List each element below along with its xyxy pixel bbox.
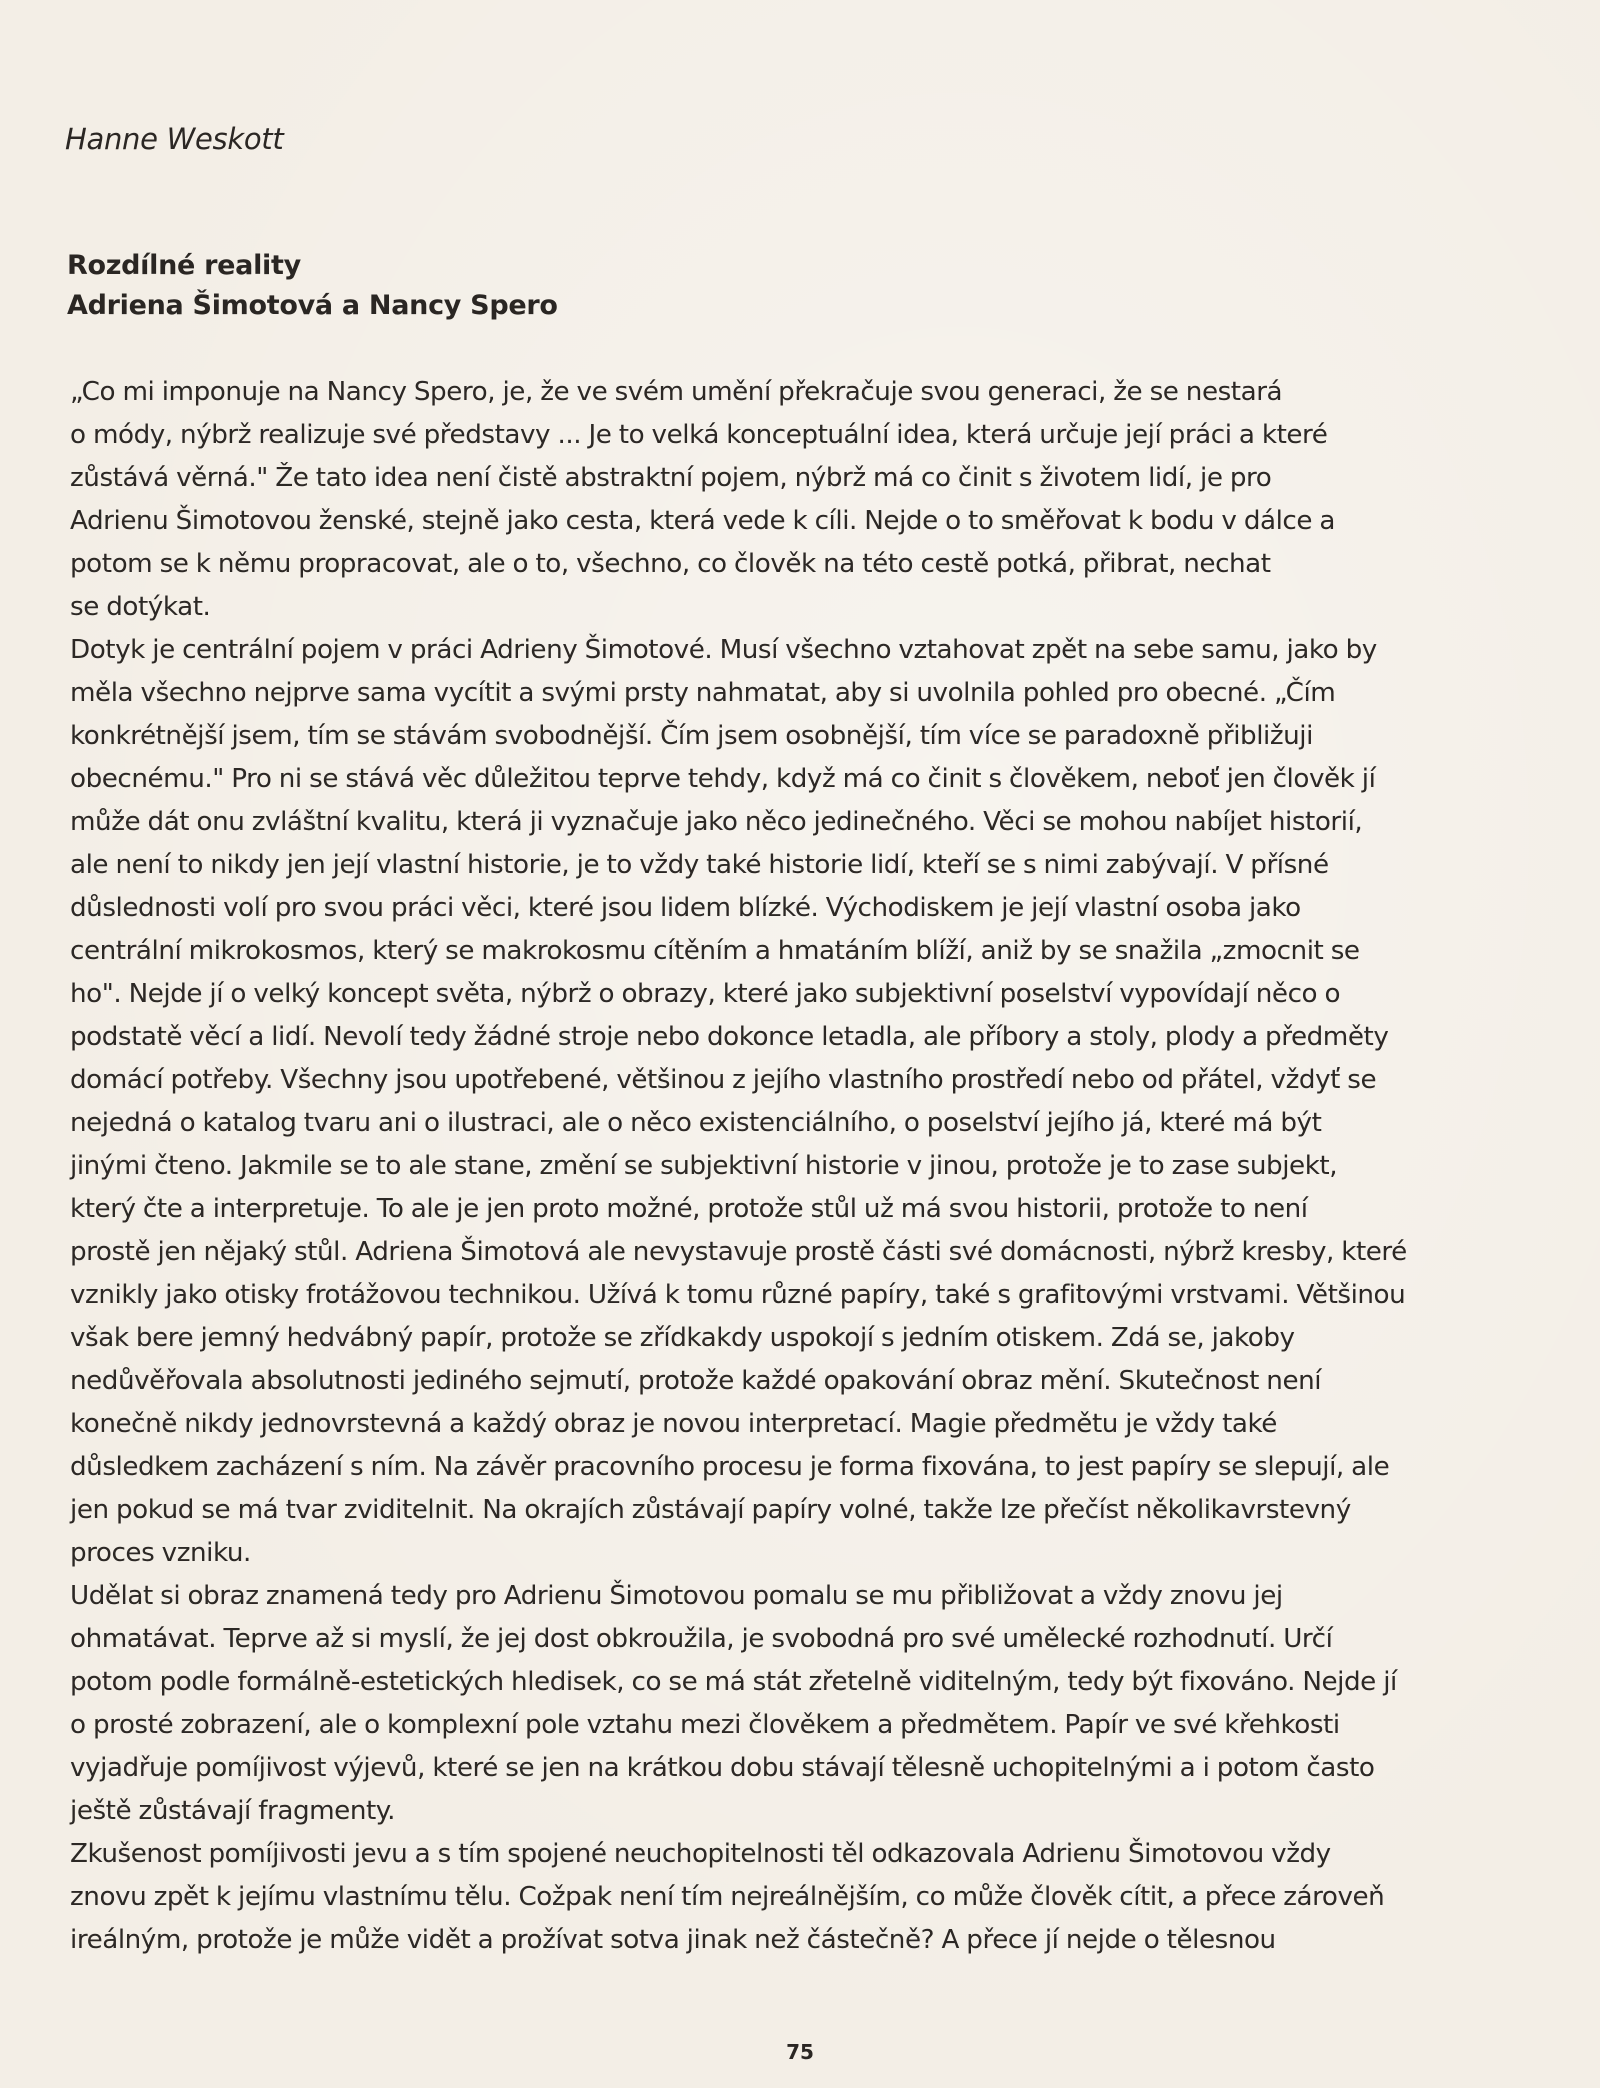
body-line: ohmatávat. Teprve až si myslí, že jej dost obkroužila, je svobodná pro své umělecké rozhodnutí. Určí — [70, 1624, 1333, 1654]
body-line: důsledkem zacházení s ním. Na závěr pracovního procesu je forma fixována, to jest papíry se slepují, ale — [70, 1452, 1390, 1482]
body-line: který čte a interpretuje. To ale je jen proto možné, protože stůl už má svou historii, protože to není — [70, 1194, 1308, 1224]
body-line: o módy, nýbrž realizuje své představy ... Je to velká konceptuální idea, která určuje její práci a které — [70, 420, 1328, 450]
body-line: prostě jen nějaký stůl. Adriena Šimotová ale nevystavuje prostě části své domácnosti, nýbrž kresby, které — [70, 1237, 1407, 1267]
body-line: Udělat si obraz znamená tedy pro Adrienu Šimotovou pomalu se mu přibližovat a vždy znovu jej — [70, 1581, 1283, 1611]
body-line: o prosté zobrazení, ale o komplexní pole vztahu mezi člověkem a předmětem. Papír ve své křehkosti — [70, 1710, 1340, 1740]
title-line-1: Rozdílné reality — [67, 250, 301, 281]
body-line: měla všechno nejprve sama vycítit a svými prsty nahmatat, aby si uvolnila pohled pro obecné. „Čím — [70, 678, 1336, 708]
body-line: ale není to nikdy jen její vlastní historie, je to vždy také historie lidí, kteří se s nimi zabývají. V přísné — [70, 850, 1329, 880]
body-line: proces vzniku. — [70, 1538, 251, 1568]
body-line: Adrienu Šimotovou ženské, stejně jako cesta, která vede k cíli. Nejde o to směřovat k bodu v dálce a — [70, 506, 1336, 536]
body-line: potom se k němu propracovat, ale o to, všechno, co člověk na této cestě potká, přibrat, nechat — [70, 549, 1271, 579]
title-line-2: Adriena Šimotová a Nancy Spero — [67, 290, 558, 321]
body-line: ho". Nejde jí o velký koncept světa, nýbrž o obrazy, které jako subjektivní poselství vypovídají něco o — [70, 979, 1341, 1009]
body-line: ještě zůstávají fragmenty. — [70, 1796, 395, 1826]
body-line: domácí potřeby. Všechny jsou upotřebené, většinou z jejího vlastního prostředí nebo od přátel, vždyť se — [70, 1065, 1377, 1095]
author-name: Hanne Weskott — [65, 122, 284, 156]
page-number: 75 — [786, 2040, 814, 2064]
body-line: jinými čteno. Jakmile se to ale stane, změní se subjektivní historie v jinou, protože je to zase subjekt, — [70, 1151, 1338, 1181]
body-line: konkrétnější jsem, tím se stávám svobodnější. Čím jsem osobnější, tím více se paradoxně přibližuji — [70, 721, 1313, 751]
body-line: konečně nikdy jednovrstevná a každý obraz je novou interpretací. Magie předmětu je vždy také — [70, 1409, 1277, 1439]
body-line: potom podle formálně-estetických hledisek, co se má stát zřetelně viditelným, tedy být fixováno. Nejde jí — [70, 1667, 1397, 1697]
body-line: podstatě věcí a lidí. Nevolí tedy žádné stroje nebo dokonce letadla, ale příbory a stoly, plody a předměty — [70, 1022, 1389, 1052]
body-line: centrální mikrokosmos, který se makrokosmu cítěním a hmatáním blíží, aniž by se snažila „zmocnit se — [70, 936, 1360, 966]
body-line: zůstává věrná." Že tato idea není čistě abstraktní pojem, nýbrž má co činit s životem lidí, je pro — [70, 463, 1272, 493]
article-title — [67, 246, 558, 326]
body-line: může dát onu zvláštní kvalitu, která ji vyznačuje jako něco jedinečného. Věci se mohou nabíjet historií, — [70, 807, 1363, 837]
body-line: vznikly jako otisky frotážovou technikou. Užívá k tomu různé papíry, také s grafitovými vrstvami. Většinou — [70, 1280, 1406, 1310]
body-line: nedůvěřovala absolutnosti jediného sejmutí, protože každé opakování obraz mění. Skutečnost není — [70, 1366, 1322, 1396]
body-line: „Co mi imponuje na Nancy Spero, je, že ve svém umění překračuje svou generaci, že se nestará — [70, 377, 1283, 407]
body-line: Dotyk je centrální pojem v práci Adrieny Šimotové. Musí všechno vztahovat zpět na sebe samu, jako by — [70, 635, 1377, 665]
body-line: však bere jemný hedvábný papír, protože se zřídkakdy uspokojí s jedním otiskem. Zdá se, jakoby — [70, 1323, 1295, 1353]
body-line: znovu zpět k jejímu vlastnímu tělu. Cožpak není tím nejreálnějším, co může člověk cítit, a přece zároveň — [70, 1882, 1385, 1912]
body-line: jen pokud se má tvar zviditelnit. Na okrajích zůstávají papíry volné, takže lze přečíst několikavrstevný — [70, 1495, 1351, 1525]
body-line: ireálným, protože je může vidět a prožívat sotva jinak než částečně? A přece jí nejde o tělesnou — [70, 1925, 1276, 1955]
body-line: nejedná o katalog tvaru ani o ilustraci, ale o něco existenciálního, o poselství jejího já, které má být — [70, 1108, 1322, 1138]
body-line: obecnému." Pro ni se stává věc důležitou teprve tehdy, když má co činit s člověkem, neboť jen člověk jí — [70, 764, 1376, 794]
body-line: vyjadřuje pomíjivost výjevů, které se jen na krátkou dobu stávají tělesně uchopitelnými a i potom často — [70, 1753, 1375, 1783]
body-line: Zkušenost pomíjivosti jevu a s tím spojené neuchopitelnosti těl odkazovala Adrienu Šimotovou vždy — [70, 1839, 1331, 1869]
body-line: důslednosti volí pro svou práci věci, které jsou lidem blízké. Východiskem je její vlastní osoba jako — [70, 893, 1301, 923]
article-body — [70, 371, 1490, 1962]
body-line: se dotýkat. — [70, 592, 211, 622]
